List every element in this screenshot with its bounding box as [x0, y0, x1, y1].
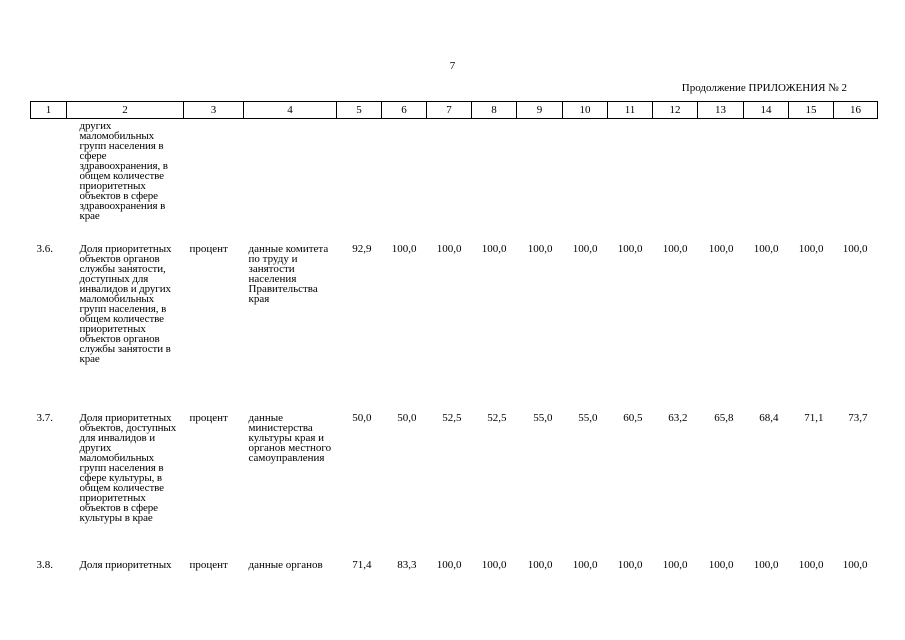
value-cell: 100,0 [662, 243, 688, 255]
data-source: данные органов [248, 559, 323, 571]
row-number: 3.8. [36, 559, 53, 571]
value-cell: 71,4 [352, 559, 372, 571]
header-cell: 8 [472, 102, 517, 119]
indicator-name: Доля приоритетных [79, 559, 172, 571]
unit [184, 119, 244, 234]
row-number: 3.7. [36, 412, 53, 424]
value-cell: 100,0 [572, 243, 598, 255]
header-cell: 15 [789, 102, 834, 119]
value-cell: 83,3 [397, 559, 417, 571]
header-cell: 3 [184, 102, 244, 119]
value-cell [382, 119, 427, 234]
indicator-table [30, 101, 878, 590]
header-cell: 13 [698, 102, 744, 119]
value-cell [834, 119, 878, 234]
value-cell: 100,0 [481, 243, 507, 255]
header-cell: 5 [337, 102, 382, 119]
unit: процент [189, 412, 228, 424]
value-cell [517, 119, 563, 234]
value-cell: 55,0 [533, 412, 553, 424]
page-number: 7 [449, 60, 456, 72]
value-cell [789, 119, 834, 234]
value-cell: 100,0 [527, 559, 553, 571]
value-cell: 52,5 [487, 412, 507, 424]
value-cell: 100,0 [572, 559, 598, 571]
indicator-name: других маломобильных групп населения в сфере здравоохранения, в общем количестве приоритетных объектов в сфере здравоохранения в крае [79, 120, 168, 222]
table-header-row [31, 102, 878, 119]
unit: процент [189, 559, 228, 571]
data-source: данные комитета по труду и занятости населения Правительства края [248, 243, 329, 305]
value-cell: 68,4 [759, 412, 779, 424]
value-cell [563, 119, 608, 234]
value-cell: 73,7 [848, 412, 868, 424]
value-cell: 65,8 [714, 412, 734, 424]
value-cell: 100,0 [798, 243, 824, 255]
value-cell: 92,9 [352, 243, 372, 255]
header-cell: 10 [563, 102, 608, 119]
value-cell: 50,0 [397, 412, 417, 424]
value-cell: 71,1 [804, 412, 824, 424]
table-row [31, 402, 878, 549]
value-cell [698, 119, 744, 234]
row-number [31, 119, 67, 234]
indicator-name: Доля приоритетных объектов органов службы занятости, доступных для инвалидов и других маломобильных групп населения, в общем количестве приоритетных объектов органов службы занятости в крае [79, 243, 172, 365]
value-cell: 100,0 [798, 559, 824, 571]
value-cell: 100,0 [662, 559, 688, 571]
value-cell: 100,0 [481, 559, 507, 571]
value-cell [472, 119, 517, 234]
unit: процент [189, 243, 228, 255]
value-cell: 100,0 [527, 243, 553, 255]
value-cell: 60,5 [623, 412, 643, 424]
value-cell: 100,0 [842, 243, 868, 255]
row-number: 3.6. [36, 243, 53, 255]
header-cell: 11 [608, 102, 653, 119]
value-cell: 100,0 [436, 559, 462, 571]
value-cell: 100,0 [842, 559, 868, 571]
table-row [31, 119, 878, 234]
value-cell: 100,0 [617, 243, 643, 255]
data-source: данные министерства культуры края и органов местного самоуправления [248, 412, 332, 464]
value-cell [337, 119, 382, 234]
value-cell: 100,0 [753, 243, 779, 255]
value-cell [608, 119, 653, 234]
table-row [31, 549, 878, 590]
header-cell: 1 [31, 102, 67, 119]
table-row [31, 233, 878, 402]
value-cell: 100,0 [708, 243, 734, 255]
value-cell: 63,2 [668, 412, 688, 424]
value-cell [653, 119, 698, 234]
value-cell: 55,0 [578, 412, 598, 424]
header-cell: 16 [834, 102, 878, 119]
value-cell: 100,0 [753, 559, 779, 571]
data-source [244, 119, 337, 234]
continuation-label: Продолжение ПРИЛОЖЕНИЯ № 2 [681, 82, 847, 94]
header-cell: 4 [244, 102, 337, 119]
value-cell: 100,0 [617, 559, 643, 571]
value-cell: 100,0 [436, 243, 462, 255]
header-cell: 7 [427, 102, 472, 119]
value-cell: 52,5 [442, 412, 462, 424]
header-cell: 12 [653, 102, 698, 119]
value-cell: 100,0 [708, 559, 734, 571]
indicator-name: Доля приоритетных объектов, доступных для инвалидов и других маломобильных групп населения в сфере культуры, в общем количестве приоритетных объектов в сфере культуры в крае [79, 412, 177, 524]
value-cell: 100,0 [391, 243, 417, 255]
header-cell: 6 [382, 102, 427, 119]
header-cell: 9 [517, 102, 563, 119]
value-cell [744, 119, 789, 234]
header-cell: 2 [67, 102, 184, 119]
value-cell [427, 119, 472, 234]
header-cell: 14 [744, 102, 789, 119]
value-cell: 50,0 [352, 412, 372, 424]
